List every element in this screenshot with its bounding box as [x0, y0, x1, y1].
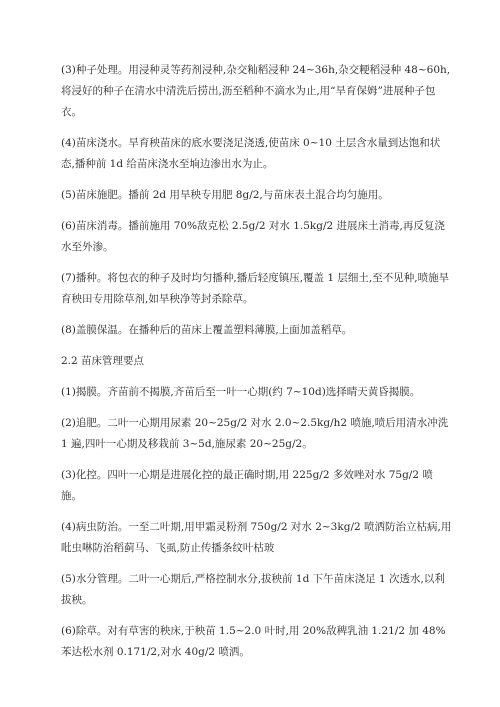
paragraph-top-dressing: (2)追肥。二叶一心期用尿素 20~25g/2 对水 2.0~2.5kg/h2 喷施,喷后用清水冲洗 1 遍,四叶一心期及移栽前 3~5d,施尿素 20~25g/2。 — [61, 417, 449, 450]
paragraph-sowing: (7)播种。将包衣的种子及时均匀播种,播后轻度镇压,覆盖 1 层细土,至不见种,喷施旱育秧田专用除草剂,如旱秧净等封杀除草。 — [61, 272, 450, 305]
paragraph-chemical-control: (3)化控。四叶一心期是进展化控的最正确时期,用 225g/2 多效唑对水 75g/2 喷施。 — [61, 469, 433, 502]
paragraph-film-cover: (8)盖膜保温。在播种后的苗床上覆盖塑料薄膜,上面加盖稻草。 — [61, 324, 353, 336]
paragraph-remove-film: (1)揭膜。齐苗前不揭膜,齐苗后至一叶一心期(约 7~10d)选择晴天黄昏揭膜。 — [61, 386, 421, 398]
paragraph-seedbed-watering: (4)苗床浇水。旱育秧苗床的底水要浇足浇透,使苗床 0~10 土层含水量到达饱和状态,播种前 1d 给苗床浇水至垧边渗出水为止。 — [61, 137, 441, 170]
paragraph-water-management: (5)水分管理。二叶一心期后,严格控制水分,拔秧前 1d 下午苗床浇足 1 次透水,以利拔秧。 — [61, 573, 445, 606]
paragraph-pest-control: (4)病虫防治。一至二叶期,用甲霜灵粉剂 750g/2 对水 2~3kg/2 喷洒防治立枯病,用吡虫啉防治稻蓟马、飞虱,防止传播条纹叶枯玻 — [61, 521, 452, 554]
paragraph-seedbed-disinfection: (6)苗床消毒。播前施用 70%敌克松 2.5g/2 对水 1.5kg/2 进展床土消毒,再反复浇水至外渗。 — [61, 220, 445, 253]
paragraph-seed-treatment: (3)种子处理。用浸种灵等药剂浸种,杂交籼稻浸种 24~36h,杂交粳稻浸种 48~60h,将浸好的种子在清水中清洗后捞出,沥至稻种不滴水为止,用“旱育保姆”进展种子包衣。 — [61, 64, 451, 118]
section-heading: 2.2 苗床管理要点 — [61, 355, 145, 367]
paragraph-seedbed-fertilizing: (5)苗床施肥。播前 2d 用旱秧专用肥 8g/2,与苗床表土混合均匀施用。 — [61, 189, 389, 201]
paragraph-weeding: (6)除草。对有草害的秧床,于秧苗 1.5~2.0 叶时,用 20%敌稗乳油 1.21/2 加 48%苯达松水剂 0.171/2,对水 40g/2 喷洒。 — [61, 625, 446, 658]
